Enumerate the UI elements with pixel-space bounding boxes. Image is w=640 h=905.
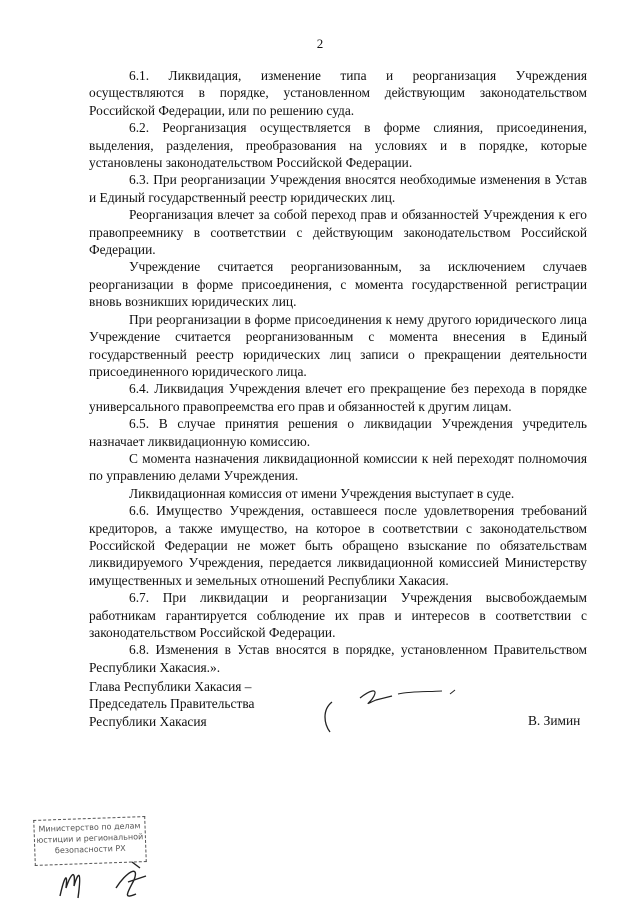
stamp-line-3: безопасности РХ [54, 843, 126, 856]
signer-name: В. Зимин [528, 713, 581, 728]
page-number: 2 [316, 36, 324, 51]
paragraph-reorg-moment: Учреждение считается реорганизованным, за исключением случаев реорганизации в форме присоединения, с момента государственной регистрации вновь возникших юридических лиц. [89, 259, 587, 310]
paragraph-6-3: 6.3. При реорганизации Учреждения вносятся необходимые изменения в Устав и Единый государственный реестр юридических лиц. [89, 172, 587, 205]
stamp-line-1: Министерство по делам [38, 821, 141, 834]
stamp-line-2: юстиции и региональной [36, 832, 144, 845]
signatory-title [89, 678, 254, 730]
paragraph-commission-court: Ликвидационная комиссия от имени Учреждения выступает в суде. [129, 485, 515, 501]
paragraph-6-4: 6.4. Ликвидация Учреждения влечет его прекращение без перехода в порядке универсального правопреемства его прав и обязанностей к другим лицам. [89, 381, 587, 414]
paragraph-commission-powers: С момента назначения ликвидационной комиссии к ней переходят полномочия по управлению делами Учреждения. [89, 450, 587, 484]
handwritten-signature [318, 680, 468, 740]
paragraph-6-1: 6.1. Ликвидация, изменение типа и реорганизация Учреждения осуществляются в порядке, установленном действующим законодательством Российской Федерации, или по решению суда. [89, 68, 587, 118]
signatory-line-3: Республики Хакасия [89, 713, 207, 729]
paragraph-6-2: 6.2. Реорганизация осуществляется в форме слияния, присоединения, выделения, разделения, преобразования на условиях и в порядке, которые установлены законодательством Российской Федерации. [89, 120, 587, 171]
paragraph-reorg-merger: При реорганизации в форме присоединения к нему другого юридического лица Учреждение считается реорганизованным с момента внесения в Единый государственный реестр юридических лиц записи о прекращении деятельности присоединенного юридического лица. [89, 311, 587, 379]
paragraph-6-7: 6.7. При ликвидации и реорганизации Учреждения высвобождаемым работникам гарантируется соблюдение их прав и интересов в соответствии с законодательством Российской Федерации. [89, 590, 587, 640]
document-body [89, 67, 587, 676]
signatory-line-2: Председатель Правительства [89, 696, 255, 712]
signatory-line-1: Глава Республики Хакасия – [89, 679, 252, 694]
paragraph-6-6: 6.6. Имущество Учреждения, оставшееся после удовлетворения требований кредиторов, а также имущество, на которое в соответствии с законодательством Российской Федерации не может быть обращено взыскание по обязательствам ликвидируемого Учреждения, передается ликвидационной комиссией Министерству имущественных и земельных отношений Республики Хакасия. [89, 503, 587, 588]
paragraph-6-5: 6.5. В случае принятия решения о ликвидации Учреждения учредитель назначает ликвидационную комиссию. [89, 416, 587, 449]
handwritten-initials [56, 858, 166, 903]
paragraph-reorg-transfer: Реорганизация влечет за собой переход прав и обязанностей Учреждения к его правопреемнику в соответствии с действующим законодательством Российской Федерации. [89, 207, 587, 258]
paragraph-6-8: 6.8. Изменения в Устав вносятся в порядке, установленном Правительством Республики Хакасия.». [89, 642, 587, 675]
